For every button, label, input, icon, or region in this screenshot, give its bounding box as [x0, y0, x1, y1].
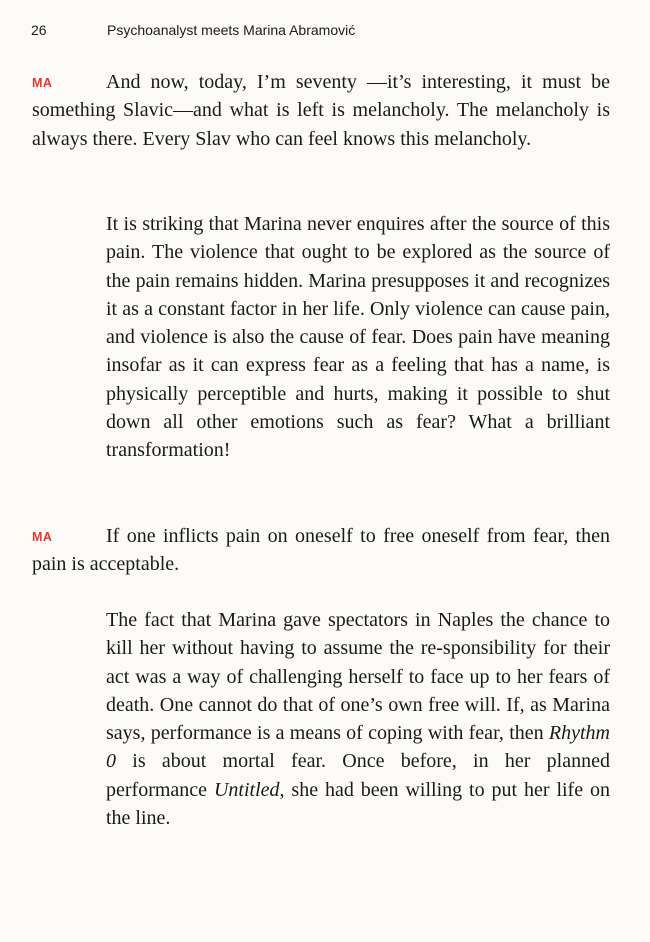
- dialogue-text: If one inflicts pain on oneself to free oneself from fear, then pain is acceptable.: [32, 525, 610, 576]
- commentary-text-part: is about mortal fear. Once before, in her planned performance: [106, 750, 610, 801]
- commentary-block-1: [106, 210, 610, 465]
- running-header: [31, 22, 620, 42]
- commentary-block-2: [106, 606, 610, 832]
- dialogue-block-1: [32, 68, 610, 153]
- speaker-label: MA: [32, 530, 53, 544]
- speaker-label: MA: [32, 76, 53, 90]
- dialogue-block-2: [32, 522, 610, 579]
- running-title: Psychoanalyst meets Marina Abramović: [107, 22, 356, 38]
- commentary-text-part: The fact that Marina gave spectators in Naples the chance to kill her without having to assume the re-sponsibility for their act was a way of challenging herself to face up to her fears of death. One cannot do that of one’s own free will. If, as Marina says, performance is a means of coping with fear, then: [106, 609, 610, 745]
- dialogue-text: And now, today, I’m seventy —it’s interesting, it must be something Slavic—and what is left is melancholy. The melancholy is always there. Every Slav who can feel knows this melancholy.: [32, 71, 610, 150]
- page-number: 26: [31, 22, 47, 38]
- artwork-title-untitled: Untitled: [213, 778, 280, 801]
- commentary-text-part: , she had been willing to put her life on the line.: [106, 778, 611, 830]
- commentary-text: It is striking that Marina never enquires after the source of this pain. The violence that ought to be explored as the source of the pain remains hidden. Marina presupposes it and recognizes it as a constant factor in her life. Only violence can cause pain, and violence is also the cause of fear. Does pain have meaning insofar as it can express fear as a feeling that has a name, is physically perceptible and hurts, making it possible to shut down all other emotions such as fear? What a brilliant transformation!: [106, 213, 610, 462]
- artwork-title-rhythm-0: Rhythm 0: [106, 722, 610, 773]
- commentary-text: [106, 606, 610, 832]
